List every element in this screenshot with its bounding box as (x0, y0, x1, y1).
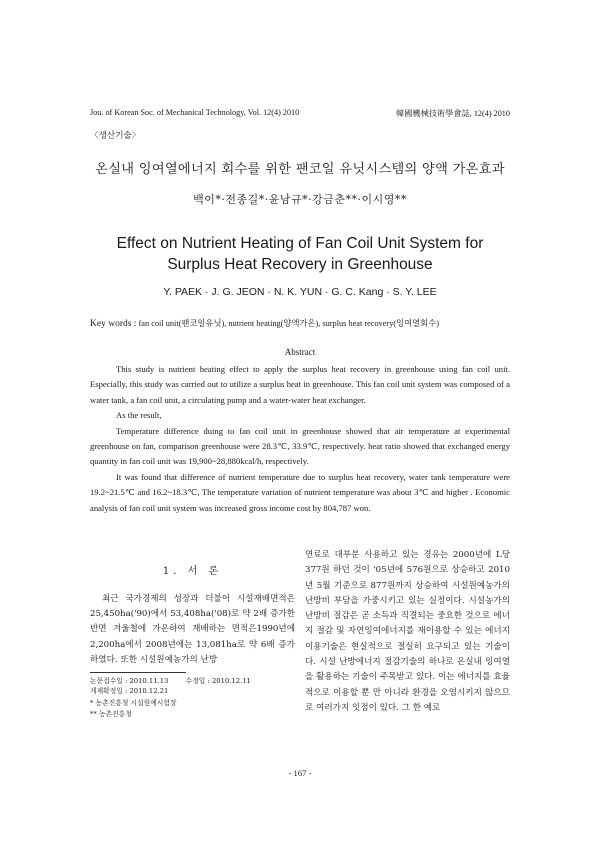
intro-right-paragraph: 연료로 대부분 사용하고 있는 경유는 2000년에 L당 377원 하던 것이 '05년에 576원으로 상승하고 2010년 5월 기준으로 877원까지 상승하여 시설원예농가의 난방비 부담을 가중시키고 있는 실정이다. 시설농가의 난방비 절감은 곧 소득과 직결되는 중요한 것으로 에너지 절감 및 자연잉여에너지를 재이용할 수 있는 에너지 이용기술은 현실적으로 절실히 요구되고 있는 기술이다. 시설 난방에너지 절감기술의 하나로 온실내 잉여열을 활용하는 기술이 주목받고 있다. 이는 에너지를 효율적으로 이용할 뿐 만 아니라 환경을 오염시키지 않으므로 여러가지 잇점이 있다. 그 한 예로 (305, 550, 510, 713)
korean-title: 온실내 잉여열에너지 회수를 위한 팬코일 유닛시스템의 양액 가온효과 (95, 162, 505, 177)
keywords (90, 317, 439, 329)
abstract-body (90, 362, 510, 516)
intro-right-column (305, 548, 510, 716)
footnote-affiliation-2: ** 농촌진흥청 (90, 710, 132, 718)
keywords-text: fan coil unit(팬코일유닛), nutrient heating(양액가온), surplus heat recovery(잉여열회수) (138, 319, 439, 328)
section-1-heading: 1. 서 론 (162, 566, 223, 577)
footnote-divider (90, 672, 186, 673)
footnote-dates: 논문접수일 : 2010.11.13 수정일 : 2010.12.11 (90, 677, 251, 685)
english-title (0, 233, 600, 275)
abstract-heading: Abstract (284, 347, 316, 357)
keywords-label: Key words : (90, 319, 137, 329)
abstract-paragraph-2: As the result, (116, 410, 162, 421)
intro-left-paragraph: 최근 국가경제의 성장과 더불어 시설재배면적은 25,450ha('90)에서 53,408ha('08)로 약 2배 증가한 반면 겨울철에 가온하여 재배하는 면적은1990년에 2,200ha에서 2008년에는 13,081ha로 약 6배 증가하였다. 또한 시설원예농가의 난방 (90, 594, 295, 665)
journal-header-left: Jou. of Korean Soc. of Mechanical Technology, Vol. 12(4) 2010 (90, 108, 300, 117)
abstract-paragraph-3: Temperature difference duing to fan coil unit in greenhouse showed that air temperature at experimental greenhouse on fan, comparison greenhouse were 28.3℃, 33.9℃, respectively. heat ratio showed that exchanged energy quantity in fan coil unit was 19,900~28,880kcal/h, respectively. (90, 425, 510, 467)
section-tag: 〈생산기술〉 (90, 131, 141, 141)
page-number: - 167 - (288, 768, 312, 778)
intro-left-column (90, 592, 295, 668)
abstract-paragraph-1: This study is nutrient heating effect to apply the surplus heat recovery in greenhouse using fan coil unit. Especially, this study was carried out to utilize a surplus heat in greenhouse. This fan coil unit system was composed of a water tank, a fan coil unit, a circulating pump and a water-water heat exchanger. (90, 364, 510, 405)
english-title-line-2: Surplus Heat Recovery in Greenhouse (167, 256, 433, 273)
korean-authors: 백이*·전종길*·윤남규*·강금춘**·이시영** (193, 193, 407, 206)
footnote-affiliation-1: * 농촌진흥청 시설원예시험장 (90, 699, 177, 707)
english-title-line-1: Effect on Nutrient Heating of Fan Coil Unit System for (116, 235, 484, 252)
journal-header-right: 韓國機械技術學會誌, 12(4) 2010 (396, 109, 510, 118)
english-authors: Y. PAEK · J. G. JEON · N. K. YUN · G. C. Kang · S. Y. LEE (163, 286, 437, 298)
footnote-confirm-date: 게재확정일 : 2010.12.21 (90, 687, 169, 695)
abstract-paragraph-4: It was found that difference of nutrient temperature due to surplus heat recovery, water tank temperature were 19.2~21.5℃ and 16.2~18.3℃, The temperature variation of nutrient temperature was about 3℃ and higher . Economic analysis of fan coil unit system was increased gross income cost by 804,787 won. (90, 471, 510, 513)
